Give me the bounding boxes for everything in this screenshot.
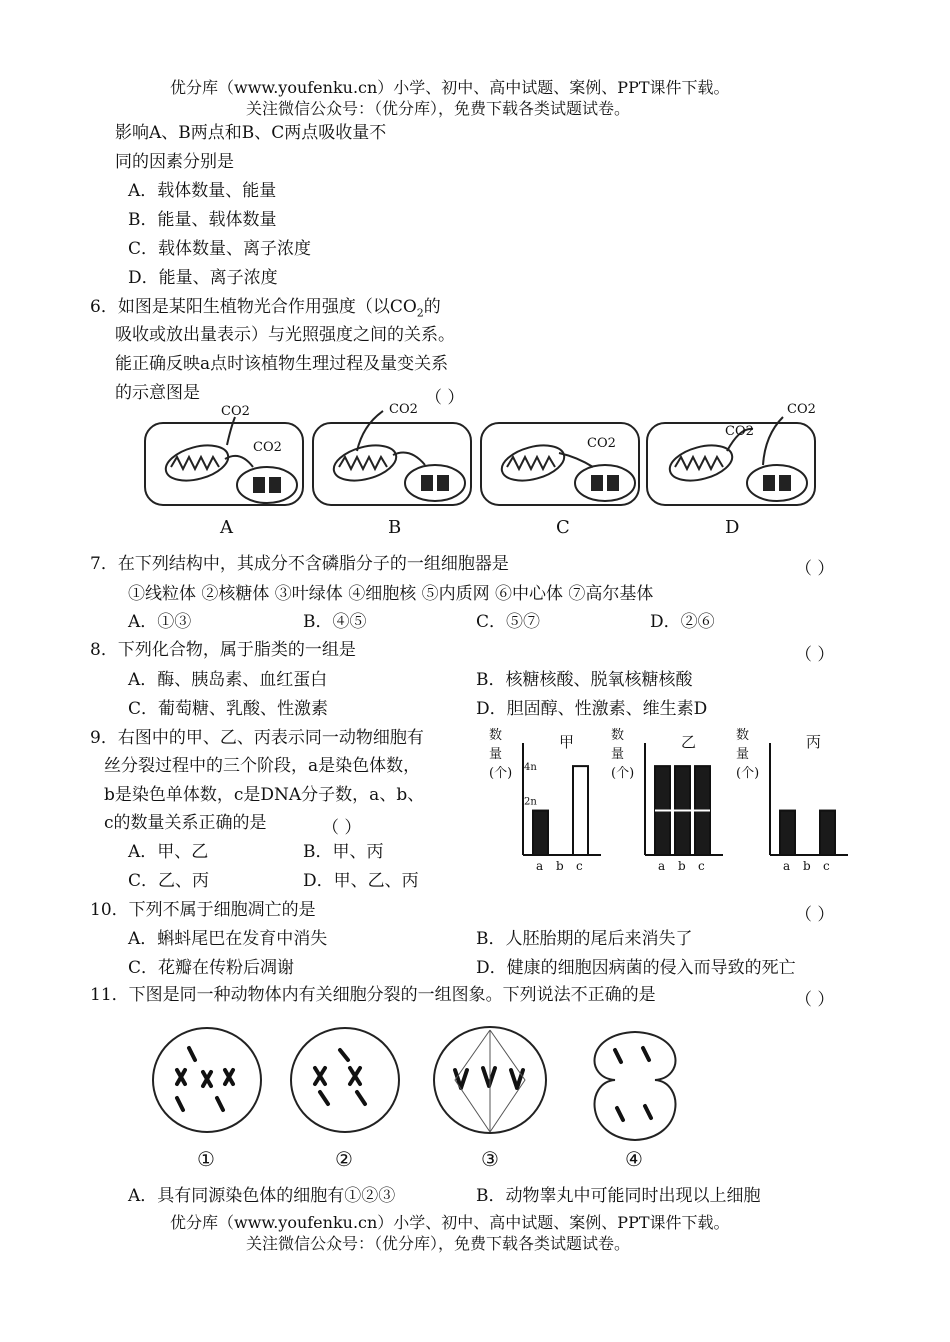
panel-b-grana-2	[437, 475, 449, 491]
q10-option-a: A．蝌蚪尾巴在发育中消失	[128, 929, 328, 949]
cell-4-outline	[595, 1032, 676, 1140]
panel-a-arrow-out	[227, 417, 235, 445]
cell-4-chromosomes	[615, 1048, 651, 1120]
chart-2-title: 丙	[806, 733, 822, 751]
q9-stem-2: 丝分裂过程中的三个阶段，a是染色体数，	[104, 756, 421, 776]
chart-2-ylabel-1: 量	[736, 747, 750, 762]
panel-a-cristae	[171, 457, 219, 469]
panel-label-a: A	[220, 517, 233, 538]
chart-0-title: 甲	[559, 733, 575, 751]
chart-0-bar-c	[573, 766, 588, 855]
q7-option-b: B．④⑤	[303, 612, 367, 632]
cell-1-chromosome-2	[203, 1072, 211, 1086]
q7-stem: 7．在下列结构中，其成分不含磷脂分子的一组细胞器是	[90, 554, 509, 574]
header-line-1: 优分库（www.youfenku.cn）小学、初中、高中试题、案例、PPT课件下载。	[170, 78, 730, 97]
cell-1-chromosome-3	[225, 1070, 233, 1084]
q6-stem-3: 能正确反映a点时该植物生理过程及量变关系	[115, 354, 449, 374]
cell-1-chromosome	[177, 1070, 185, 1084]
chart-0-xtick-c: c	[576, 859, 583, 873]
q9-bar-charts	[485, 725, 870, 875]
q9-option-b: B．甲、丙	[303, 842, 384, 862]
chart-2-bar-a	[780, 811, 795, 855]
panel-a-chloroplast	[237, 467, 297, 503]
chart-0-ylabel-0: 数	[489, 728, 503, 743]
q8-answer-paren: （ ）	[795, 645, 835, 665]
chart-1-title: 乙	[681, 733, 697, 751]
chart-2-xtick-b: b	[803, 859, 811, 873]
cell-label-2: ②	[335, 1147, 353, 1171]
q8-option-d: D．胆固醇、性激素、维生素D	[476, 699, 708, 719]
cell-2-chromosomes-2	[320, 1050, 365, 1104]
panel-b-co2-out: CO2	[389, 402, 418, 417]
q7-items: ①线粒体 ②核糖体 ③叶绿体 ④细胞核 ⑤内质网 ⑥中心体 ⑦高尔基体	[128, 584, 654, 604]
panel-label-c: C	[556, 517, 570, 538]
q5-option-a: A．载体数量、能量	[128, 181, 277, 201]
q9-option-c: C．乙、丙	[128, 871, 210, 891]
q6-stem-4: 的示意图是	[115, 383, 200, 403]
q10-option-b: B．人胚胎期的尾后来消失了	[476, 929, 693, 949]
panel-b-grana	[421, 475, 433, 491]
panel-c-co2-in: CO2	[587, 436, 616, 451]
chart-1-xtick-c: c	[698, 859, 705, 873]
q9-option-a: A．甲、乙	[128, 842, 209, 862]
panel-a-arrow-mito-to-chloro	[225, 456, 253, 467]
chart-1-ylabel-1: 量	[611, 747, 625, 762]
chart-1-ylabel-2: (个)	[611, 766, 635, 781]
header-line-2: 关注微信公众号：（优分库），免费下载各类试题试卷。	[246, 99, 631, 118]
panel-b-chloroplast	[405, 465, 465, 501]
panel-a-co2-in: CO2	[253, 440, 282, 455]
chart-1-xtick-b: b	[678, 859, 686, 873]
q11-cell-division-figure	[145, 1020, 705, 1175]
chart-0-xtick-b: b	[556, 859, 564, 873]
panel-d-grana-2	[779, 475, 791, 491]
q9-option-d: D．甲、乙、丙	[303, 871, 419, 891]
panel-c-grana	[591, 475, 603, 491]
q6-stem-2: 吸收或放出量表示）与光照强度之间的关系。	[115, 325, 455, 345]
chart-2-xtick-a: a	[783, 859, 791, 873]
panel-label-d: D	[725, 517, 740, 538]
q7-option-c: C．⑤⑦	[476, 612, 541, 632]
panel-d-co2-in: CO2	[725, 424, 754, 439]
chart-2-ylabel-2: (个)	[736, 766, 760, 781]
panel-d-cristae	[675, 457, 723, 469]
panel-a-co2-out: CO2	[221, 404, 250, 419]
panel-label-b: B	[388, 517, 402, 538]
q10-option-d: D．健康的细胞因病菌的侵入而导致的死亡	[476, 958, 796, 978]
q5-option-d: D．能量、离子浓度	[128, 268, 278, 288]
panel-d-grana	[763, 475, 775, 491]
q6-stem-1: 6．如图是某阳生植物光合作用强度（以$CO_2$的	[90, 297, 441, 320]
chart-0-ylabel-2: (个)	[489, 766, 513, 781]
q6-figure	[135, 395, 825, 540]
q5-option-c: C．载体数量、离子浓度	[128, 239, 312, 259]
chart-2-ylabel-0: 数	[736, 728, 750, 743]
chart-2-bar-c	[820, 811, 835, 855]
chart-0-bar-a	[533, 811, 548, 855]
chart-1-xtick-a: a	[658, 859, 666, 873]
q7-option-d: D．②⑥	[650, 612, 715, 632]
q9-answer-paren: （ ）	[322, 818, 362, 838]
q11-option-b: B．动物睾丸中可能同时出现以上细胞	[476, 1186, 761, 1206]
q8-option-c: C．葡萄糖、乳酸、性激素	[128, 699, 329, 719]
q11-option-a: A．具有同源染色体的细胞有①②③	[128, 1186, 396, 1206]
chart-2-xtick-c: c	[823, 859, 830, 873]
panel-d-chloroplast	[747, 465, 807, 501]
chart-1-ylabel-0: 数	[611, 728, 625, 743]
q11-answer-paren: （ ）	[795, 990, 835, 1010]
q5-stem-1: 影响A、B两点和B、C两点吸收量不	[115, 123, 387, 143]
panel-d-co2-out: CO2	[787, 402, 816, 417]
cell-2-outline	[291, 1028, 399, 1132]
panel-c-cristae	[507, 457, 555, 469]
q7-option-a: A．①③	[128, 612, 192, 632]
cell-3-chromosomes	[455, 1068, 523, 1088]
panel-c-grana-2	[607, 475, 619, 491]
panel-b-arrow-mito-to-chloro	[393, 453, 425, 465]
chart-0-xtick-a: a	[536, 859, 544, 873]
q9-stem-3: b是染色单体数，c是DNA分子数，a、b、	[104, 785, 425, 805]
q7-answer-paren: （ ）	[795, 559, 835, 579]
panel-a-grana	[253, 477, 265, 493]
q10-answer-paren: （ ）	[795, 905, 835, 925]
q10-stem: 10．下列不属于细胞凋亡的是	[90, 900, 316, 920]
cell-label-1: ①	[197, 1147, 215, 1171]
q6-answer-paren: （ ）	[425, 388, 465, 408]
q8-option-a: A．酶、胰岛素、血红蛋白	[128, 670, 328, 690]
panel-d-arrow-in-2	[763, 417, 783, 465]
q5-option-b: B．能量、载体数量	[128, 210, 277, 230]
q8-option-b: B．核糖核酸、脱氧核糖核酸	[476, 670, 693, 690]
chart-0-ylabel-1: 量	[489, 747, 503, 762]
q9-stem-1: 9．右图中的甲、乙、丙表示同一动物细胞有	[90, 728, 424, 748]
cell-label-4: ④	[625, 1147, 643, 1171]
chart-0-level-4n: 4n	[524, 762, 537, 774]
q5-stem-2: 同的因素分别是	[115, 152, 234, 172]
panel-a-grana-2	[269, 477, 281, 493]
panel-b-cell	[313, 423, 471, 505]
cell-2-chromosomes	[315, 1068, 360, 1084]
q11-stem: 11．下图是同一种动物体内有关细胞分裂的一组图象。下列说法不正确的是	[90, 985, 656, 1005]
chart-0-level-2n: 2n	[524, 796, 537, 808]
footer-line-2: 关注微信公众号：（优分库），免费下载各类试题试卷。	[246, 1234, 631, 1253]
panel-b-cristae	[339, 457, 387, 469]
panel-c-chloroplast	[575, 465, 635, 501]
cell-label-3: ③	[481, 1147, 499, 1171]
q8-stem: 8．下列化合物，属于脂类的一组是	[90, 640, 356, 660]
q9-stem-4: c的数量关系正确的是	[104, 813, 267, 833]
q10-option-c: C．花瓣在传粉后凋谢	[128, 958, 295, 978]
footer-line-1: 优分库（www.youfenku.cn）小学、初中、高中试题、案例、PPT课件下载。	[170, 1213, 730, 1232]
